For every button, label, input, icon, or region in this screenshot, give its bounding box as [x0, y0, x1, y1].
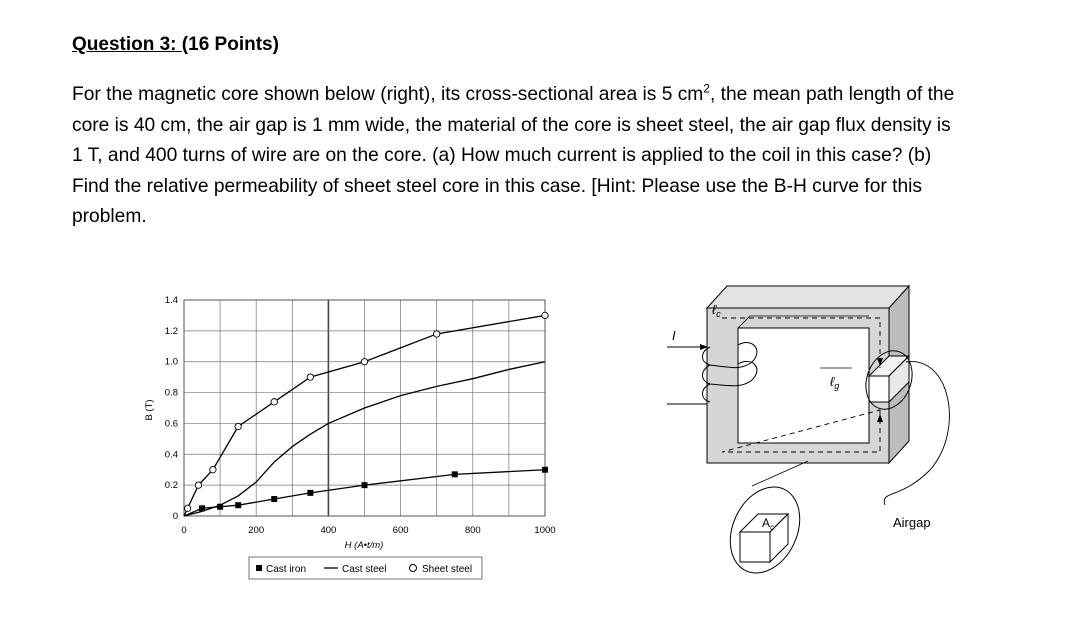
legend-cast-steel: Cast steel — [342, 564, 387, 575]
airgap-label: Airgap — [893, 515, 931, 530]
y-tick-label: 0 — [172, 511, 178, 522]
y-tick-label: 0.8 — [164, 387, 178, 399]
legend-cast-iron: Cast iron — [266, 564, 307, 575]
question-line: Find the relative permeability of sheet steel core in this case. [Hint: Please use the B-H curve for this — [72, 175, 922, 197]
lc-label: ℓ$_c$ — [712, 302, 721, 319]
y-tick-label: 0.4 — [164, 449, 178, 461]
x-tick-label: 600 — [392, 525, 409, 536]
question-points: (16 Points) — [181, 34, 279, 55]
y-tick-label: 1.4 — [164, 295, 178, 306]
current-label: I — [672, 328, 676, 343]
x-tick-label: 800 — [464, 525, 481, 536]
y-tick-label: 1.0 — [164, 356, 178, 368]
x-axis-label: H (A•t/m) — [344, 540, 384, 551]
ac-label: $A_c$ — [762, 516, 775, 532]
question-line: 1 T, and 400 turns of wire are on the core. (a) How much current is applied to the coil in this case? (b) — [72, 145, 932, 166]
superscript: 2 — [703, 81, 710, 96]
y-tick-label: 1.2 — [164, 325, 178, 337]
question-line: For the magnetic core shown below (right), its cross-sectional area is 5 $cm^2$, the mean path length of the — [72, 81, 955, 105]
question-line: core is 40 cm, the air gap is 1 mm wide, the material of the core is sheet steel, the air gap flux density is — [72, 114, 951, 136]
y-tick-label: 0.2 — [164, 480, 178, 492]
question-label: Question 3: — [72, 34, 177, 55]
x-tick-label: 400 — [320, 525, 337, 536]
legend-sheet-steel: Sheet steel — [422, 564, 473, 575]
core-top-face — [707, 286, 909, 308]
x-tick-label: 1000 — [534, 525, 556, 536]
lg-label: ℓ$_g$ — [830, 374, 840, 391]
cross-section-block — [740, 532, 770, 562]
x-tick-label: 200 — [248, 525, 265, 536]
mean-path — [722, 318, 880, 452]
y-tick-label: 0.6 — [164, 418, 178, 430]
x-tick-label: 0 — [181, 525, 187, 536]
y-axis-label: B (T) — [144, 399, 155, 421]
question-line: problem. — [72, 206, 147, 227]
